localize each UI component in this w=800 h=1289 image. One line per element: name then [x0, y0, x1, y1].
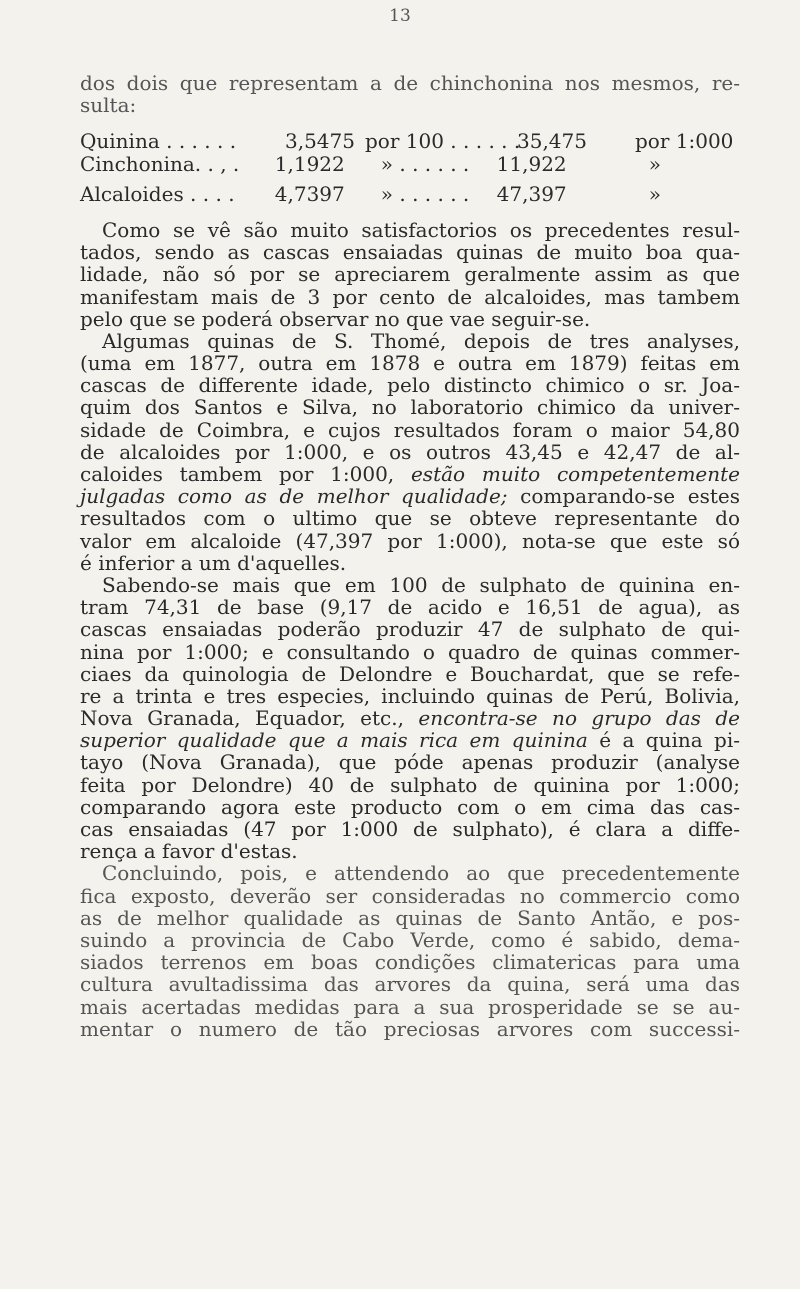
text-run: caloides tambem por 1:000, [80, 462, 411, 486]
row-value: 1,1922 [274, 151, 345, 176]
text-line: feita por Delondre) 40 de sulphato de quinina por 1:000; [80, 772, 740, 797]
text-run: comparando-se estes [507, 484, 740, 509]
text-line: tayo (Nova Granada), que póde apenas produzir (analyse [80, 750, 740, 775]
text-line: ciaes da quinologia de Delondre e Bouchardat, que se refe- [80, 661, 740, 686]
text-line: lidade, não só por se apreciarem geralmente assim as que [80, 262, 740, 287]
text-line [80, 729, 740, 751]
row-unit: » . . . . . . [380, 151, 470, 176]
intro-line: sulta: [80, 93, 137, 118]
row-value: 3,5475 [285, 129, 355, 154]
row-label: Cinchonina. . , . [80, 151, 240, 176]
text-line [80, 463, 740, 485]
text-line: (uma em 1877, outra em 1878 e outra em 1879) feitas em [80, 351, 740, 376]
italic-run: encontra-se no grupo das de [418, 706, 740, 731]
text-run: Nova Granada, Equador, etc., [80, 706, 419, 731]
text-line: sidade de Coimbra, e cujos resultados foram o maior 54,80 [80, 417, 740, 442]
text-line: valor em alcaloide (47,397 por 1:000), nota-se que este só [80, 528, 740, 553]
text-line: nina por 1:000; e consultando o quadro de quinas commer- [80, 639, 740, 664]
page-text [80, 72, 740, 1040]
row-label: Alcaloides . . . . [80, 181, 235, 206]
text-line: rença a favor d'estas. [80, 839, 298, 864]
text-line: pelo que se poderá observar no que vae seguir-se. [80, 306, 591, 331]
row-unit: » . . . . . . [380, 181, 470, 206]
row-per: por 1:000 [635, 129, 734, 154]
text-line [80, 485, 740, 507]
text-line: re a trinta e tres especies, incluindo quinas de Perú, Bolivia, [80, 683, 740, 708]
paragraph [80, 330, 740, 574]
row-value: 47,397 [496, 181, 567, 206]
row-per: » [648, 181, 662, 206]
row-value: 35,475 [517, 129, 587, 154]
text-line: mentar o numero de tão preciosas arvores com successi- [80, 1016, 740, 1041]
page-number: 13 [389, 6, 411, 26]
text-line: Sabendo-se mais que em 100 de sulphato de quinina en- [102, 572, 740, 597]
text-line: cascas ensaiadas poderão produzir 47 de sulphato de qui- [80, 617, 740, 642]
text-line: resultados com o ultimo que se obteve representante do [80, 506, 740, 531]
text-line: Concluindo, pois, e attendendo ao que precedentemente [102, 861, 740, 886]
row-label: Quinina . . . . . . [80, 129, 237, 154]
text-line: siados terrenos em boas condições climatericas para uma [80, 950, 740, 975]
intro-line: dos dois que representam a de chinchonina nos mesmos, re- [80, 71, 740, 95]
text-line: tados, sendo as cascas ensaiadas quinas de muito boa qua- [80, 240, 740, 265]
text-line: cas ensaiadas (47 por 1:000 de sulphato), é clara a diffe- [80, 817, 740, 841]
text-line: mais acertadas medidas para a sua prosperidade se se au- [80, 994, 740, 1019]
text-line: cultura avultadissima das arvores da quina, será uma das [80, 972, 740, 997]
text-line: suindo a provincia de Cabo Verde, como é sabido, dema- [80, 927, 740, 952]
text-line: comparando agora este producto com o em cima das cas- [80, 794, 740, 819]
row-unit: por 100 . . . . . . [365, 129, 521, 154]
alkaloid-table [80, 130, 740, 205]
row-per: » [648, 151, 662, 176]
table-row [80, 183, 740, 205]
text-line: Algumas quinas de S. Thomé, depois de tres analyses, [102, 328, 740, 353]
text-run: é a quina pi- [587, 728, 741, 753]
text-line: manifestam mais de 3 por cento de alcaloides, mas tambem [80, 284, 740, 309]
table-row [80, 130, 740, 152]
table-row [80, 153, 740, 175]
text-line: fica exposto, deverão ser consideradas no commercio como [80, 883, 740, 908]
italic-run: julgadas como as de melhor qualidade; [80, 484, 508, 509]
paragraph [80, 862, 740, 1040]
text-line: é inferior a um d'aquelles. [80, 550, 347, 575]
text-line: as de melhor qualidade as quinas de Santo Antão, e pos- [80, 905, 740, 930]
italic-run: superior qualidade que a mais rica em quinina [80, 728, 588, 753]
row-value: 11,922 [496, 151, 567, 176]
paragraph [80, 574, 740, 862]
italic-run: estão muito competentemente [410, 462, 741, 486]
text-line [80, 707, 740, 729]
text-line: Como se vê são muito satisfactorios os precedentes resul- [102, 217, 740, 242]
row-value: 4,7397 [274, 181, 345, 206]
text-line: quim dos Santos e Silva, no laboratorio chimico da univer- [80, 395, 740, 420]
text-line: de alcaloides por 1:000, e os outros 43,45 e 42,47 de al- [80, 439, 740, 464]
text-line: cascas de differente idade, pelo distincto chimico o sr. Joa- [80, 373, 740, 398]
text-line: tram 74,31 de base (9,17 de acido e 16,51 de agua), as [80, 595, 740, 620]
paragraph [80, 219, 740, 330]
